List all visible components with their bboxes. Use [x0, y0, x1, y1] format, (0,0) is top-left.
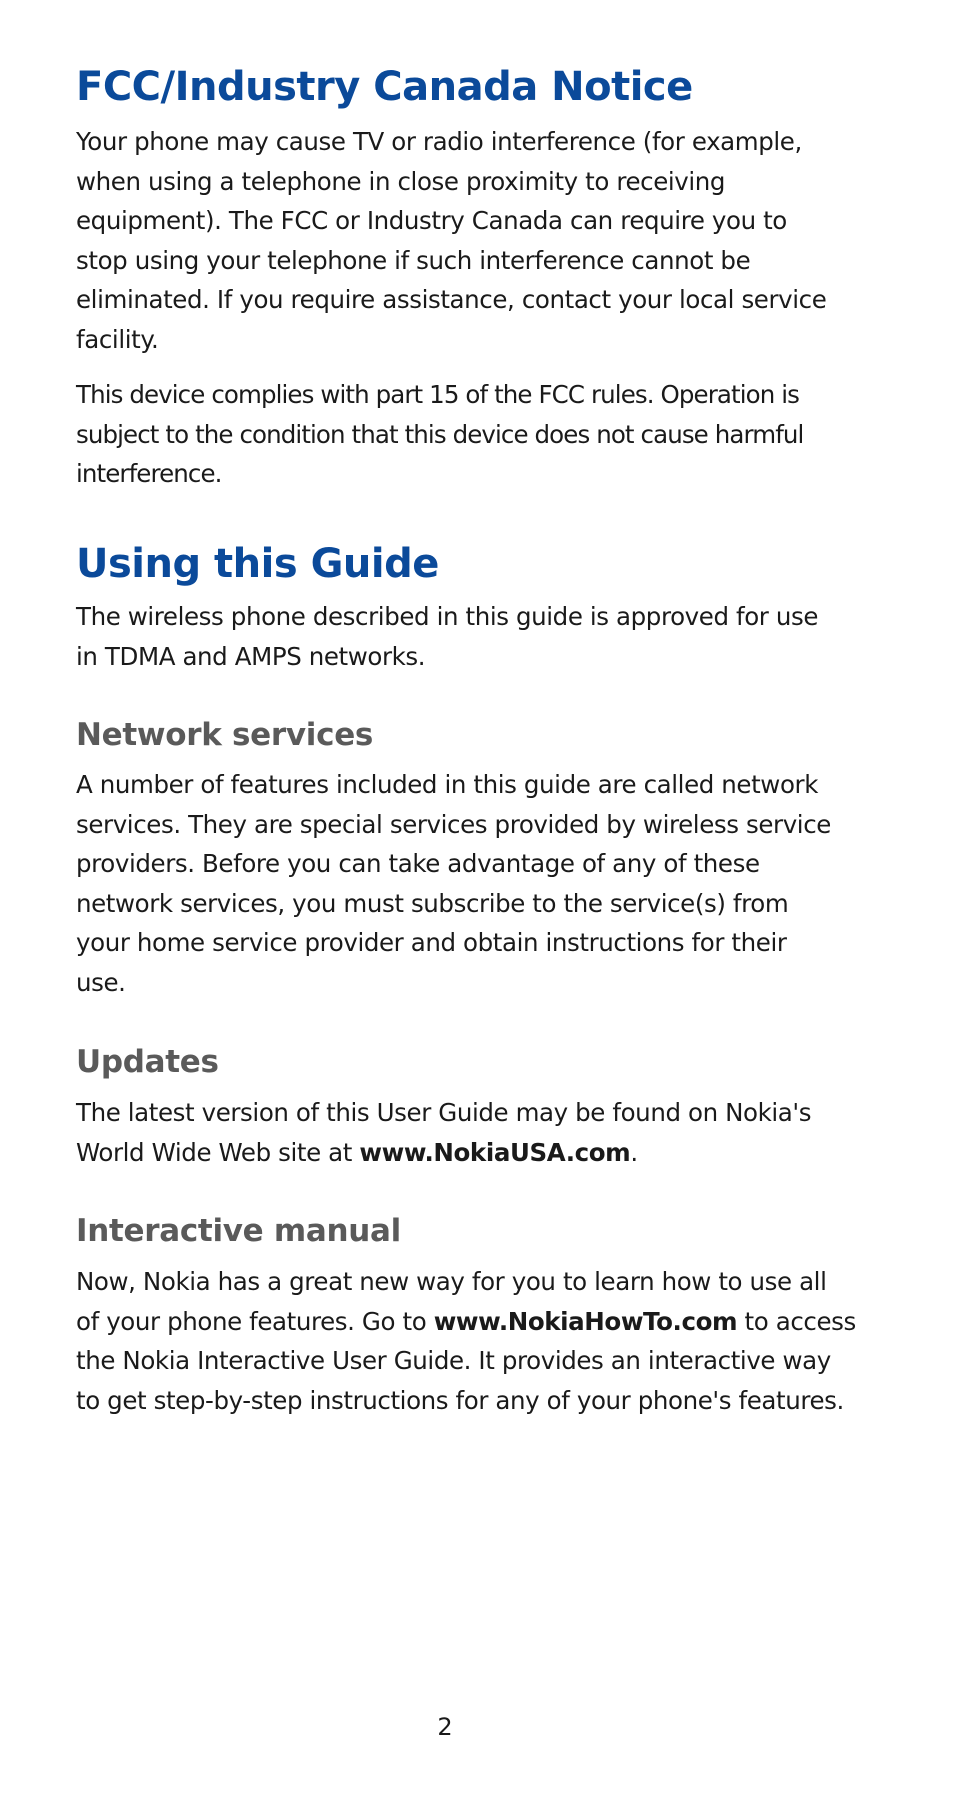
fcc-compliance-paragraph: This device complies with part 15 of the FCC rules. Operation is subject to the condition that this device does not cause harmful interference. [76, 380, 804, 488]
using-guide-heading: Using this Guide [76, 541, 439, 587]
interactive-text-end: to access the Nokia Interactive User Guide. It provides an interactive way to get step-by-step instructions for any of your phone's features. [76, 1306, 856, 1415]
nokia-usa-link[interactable]: www.NokiaUSA.com [359, 1137, 631, 1167]
fcc-interference-paragraph: Your phone may cause TV or radio interference (for example, when using a telephone in close proximity to receiving equipment). The FCC or Industry Canada can require you to stop using your telephone if such interference cannot be eliminated. If you require assistance, contact your local service facility. [76, 127, 827, 354]
updates-paragraph [76, 1093, 836, 1172]
page-number: 2 [437, 1713, 453, 1741]
updates-text-end: . [630, 1137, 638, 1167]
interactive-manual-heading: Interactive manual [76, 1213, 402, 1249]
network-services-heading: Network services [76, 717, 374, 753]
updates-heading: Updates [76, 1044, 219, 1080]
using-guide-paragraph: The wireless phone described in this guide is approved for use in TDMA and AMPS networks. [76, 602, 819, 671]
updates-text: The latest version of this User Guide may be found on Nokia's World Wide Web site at [76, 1098, 812, 1167]
network-services-paragraph: A number of features included in this guide are called network services. They are special services provided by wireless service providers. Before you can take advantage of any of these network services, you must subscribe to the service(s) from your home service provider and obtain instructions for their use. [76, 770, 831, 997]
interactive-text: Now, Nokia has a great new way for you to learn how to use all of your phone features. Go to [76, 1267, 827, 1336]
nokia-howto-link[interactable]: www.NokiaHowTo.com [433, 1306, 738, 1336]
fcc-notice-heading: FCC/Industry Canada Notice [76, 64, 693, 110]
interactive-manual-paragraph [76, 1262, 856, 1420]
